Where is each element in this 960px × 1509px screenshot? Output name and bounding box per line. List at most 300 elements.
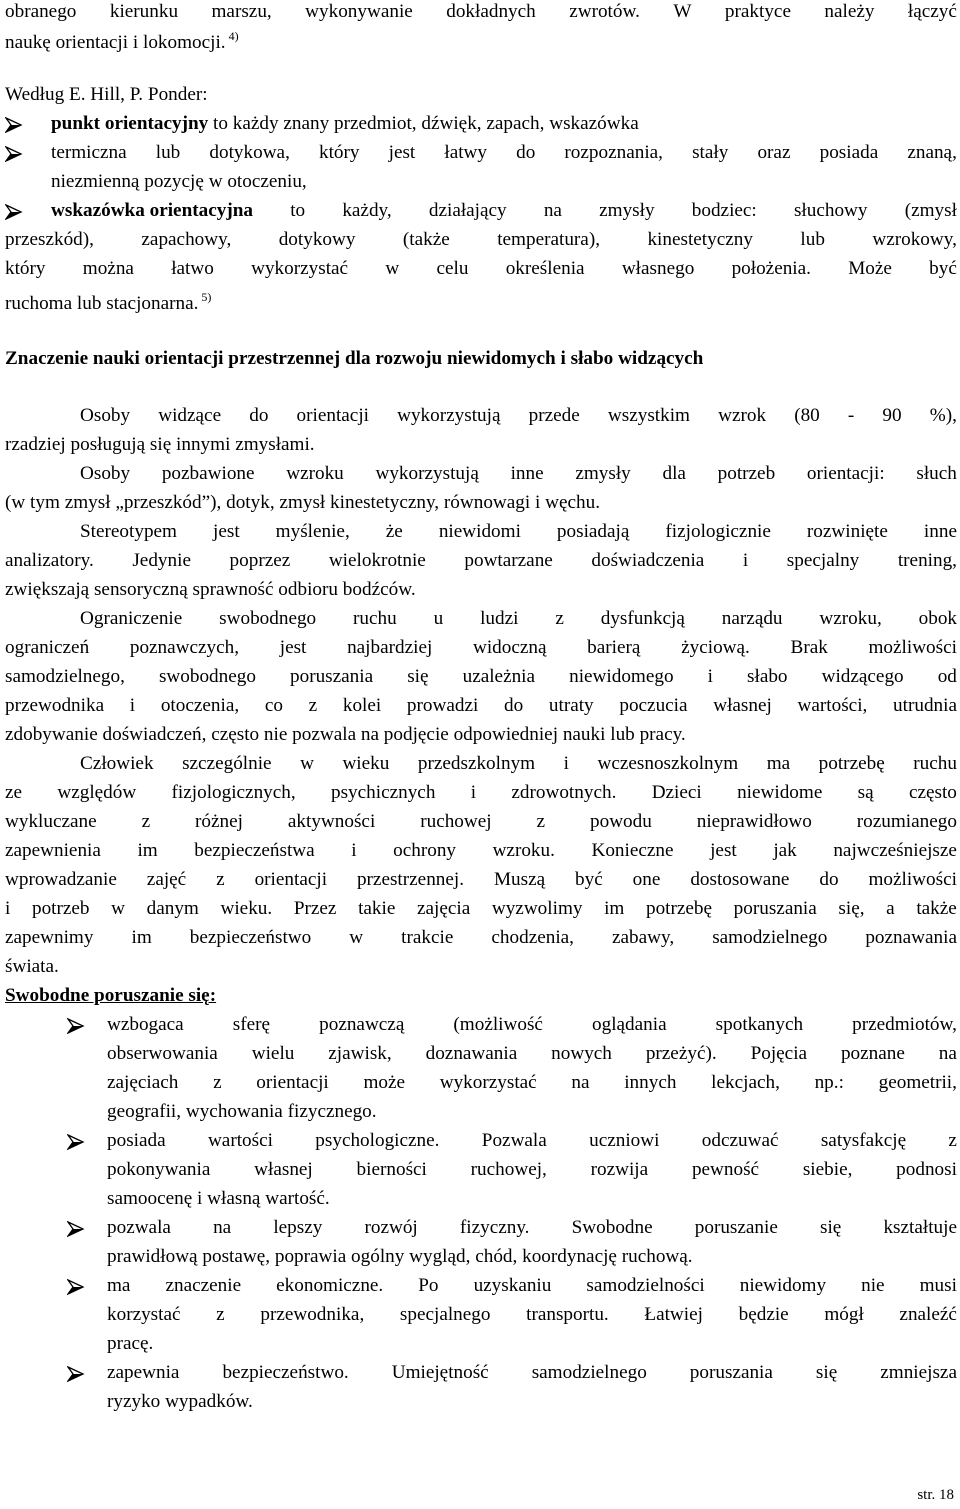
word: znaczenie xyxy=(165,1275,242,1296)
p5-line-6 xyxy=(5,894,957,923)
word: powodu xyxy=(590,811,652,832)
word: słuch xyxy=(916,463,957,484)
word: zwrotów. xyxy=(569,1,640,22)
word: ruchowej, xyxy=(470,1159,547,1180)
arrowhead-bullet-icon xyxy=(67,1366,85,1382)
word: wykluczane xyxy=(5,811,97,832)
word: widzącego xyxy=(821,666,904,687)
word: im xyxy=(137,840,158,861)
free-item-5-line-2: ryzyko wypadków. xyxy=(107,1391,253,1412)
word: barierą xyxy=(587,637,641,658)
word: Przez xyxy=(293,898,337,919)
p5-line-1 xyxy=(80,749,957,778)
word: jest xyxy=(279,637,307,658)
word: wzroku, xyxy=(819,608,882,629)
word: i xyxy=(707,666,713,687)
hill-bullet-2-line-2: niezmienną pozycję w otoczeniu, xyxy=(51,171,307,192)
word: słabo xyxy=(747,666,788,687)
word: w xyxy=(349,927,364,948)
p5-line-5 xyxy=(5,865,957,894)
word: dostosowane xyxy=(690,869,790,890)
word: ma xyxy=(766,753,791,774)
p5-line-3 xyxy=(5,807,957,836)
word: rozwija xyxy=(590,1159,649,1180)
p4-line-5: zdobywanie doświadczeń, często nie pozwala na podjęcie odpowiedniej nauki lub pracy. xyxy=(5,724,686,745)
page-number: str. 18 xyxy=(917,1487,954,1503)
word: wzroku xyxy=(286,463,344,484)
word: Muszą xyxy=(493,869,546,890)
word: zjawisk, xyxy=(328,1043,392,1064)
word: z xyxy=(948,1130,957,1151)
word: poczucia xyxy=(619,695,688,716)
word: zmysły xyxy=(599,200,655,221)
word: jak xyxy=(773,840,797,861)
word: temperatura), xyxy=(497,229,601,250)
word: poznane xyxy=(840,1043,905,1064)
word: Ograniczenie xyxy=(80,608,183,629)
word: podnosi xyxy=(896,1159,957,1180)
word: (możliwość xyxy=(453,1014,543,1035)
arrowhead-bullet-icon xyxy=(67,1134,85,1150)
word: być xyxy=(929,258,957,279)
word: z xyxy=(216,869,225,890)
word: poznawania xyxy=(865,927,957,948)
word: wszystkim xyxy=(607,405,690,426)
word: potrzeb xyxy=(717,463,776,484)
word: uczniowi xyxy=(589,1130,660,1151)
word: określenia xyxy=(505,258,585,279)
word: innych xyxy=(624,1072,677,1093)
word: są xyxy=(857,782,874,803)
word: celu xyxy=(436,258,469,279)
word: zapewnia xyxy=(107,1362,180,1383)
word: poprzez xyxy=(229,550,291,571)
word: i xyxy=(563,753,569,774)
word: łatwy xyxy=(444,142,488,163)
word: wzrok xyxy=(718,405,767,426)
word: nowych xyxy=(551,1043,612,1064)
word: kinestetyczny xyxy=(647,229,753,250)
word: wzbogaca xyxy=(107,1014,184,1035)
word: zajęcia xyxy=(416,898,471,919)
free-item-1-line-4: geografii, wychowania fizycznego. xyxy=(107,1101,377,1122)
word: kształtuje xyxy=(883,1217,957,1238)
arrowhead-bullet-icon xyxy=(67,1018,85,1034)
word: odczuwać xyxy=(701,1130,779,1151)
word: uzależnia xyxy=(462,666,536,687)
word: geometrii, xyxy=(878,1072,957,1093)
word: np.: xyxy=(814,1072,844,1093)
word: obok xyxy=(918,608,957,629)
word: specjalnego xyxy=(399,1304,491,1325)
word: narządu xyxy=(721,608,783,629)
word: wzroku. xyxy=(492,840,555,861)
word: obranego xyxy=(5,1,77,22)
word: każdy, xyxy=(342,200,392,221)
word: się xyxy=(815,1362,838,1383)
word: od xyxy=(937,666,957,687)
arrowhead-bullet-icon xyxy=(67,1221,85,1237)
term-wskazowka-orientacyjna: wskazówka orientacyjna xyxy=(51,200,253,221)
word: oglądania xyxy=(592,1014,667,1035)
word: to xyxy=(290,200,306,221)
word: wielokrotnie xyxy=(328,550,426,571)
word: położenia. xyxy=(731,258,811,279)
word: Jedynie xyxy=(132,550,191,571)
arrowhead-bullet-icon xyxy=(67,1279,85,1295)
word: bezpieczeństwo. xyxy=(222,1362,349,1383)
word: zdrowotnych. xyxy=(511,782,617,803)
word: wieku. xyxy=(220,898,273,919)
word: chodzenia, xyxy=(491,927,574,948)
word: powtarzane xyxy=(464,550,553,571)
word: jest xyxy=(213,521,240,542)
word: ludzi xyxy=(480,608,519,629)
word: w xyxy=(111,898,125,919)
word: (zmysł xyxy=(904,200,957,221)
word: i xyxy=(470,782,477,803)
word: orientacji xyxy=(254,869,328,890)
word: na xyxy=(213,1217,232,1238)
word: rozpoznania, xyxy=(564,142,663,163)
word: można xyxy=(82,258,134,279)
word: Brak xyxy=(790,637,828,658)
p5-line-4 xyxy=(5,836,957,865)
word: na xyxy=(938,1043,957,1064)
free-item-1-line-1 xyxy=(107,1010,957,1039)
word: co xyxy=(264,695,283,716)
word: one xyxy=(632,869,661,890)
word: często xyxy=(908,782,957,803)
word: wartości xyxy=(207,1130,273,1151)
word: musi xyxy=(919,1275,957,1296)
word: obserwowania xyxy=(107,1043,218,1064)
word: dysfunkcją xyxy=(600,608,685,629)
word: możliwości xyxy=(868,637,957,658)
intro-text: naukę orientacji i lokomocji. xyxy=(5,32,226,53)
arrowhead-bullet-icon xyxy=(5,204,23,220)
word: będzie xyxy=(738,1304,789,1325)
word: praktyce xyxy=(724,1,791,22)
word: korzystać xyxy=(107,1304,181,1325)
word: dotykowy xyxy=(278,229,356,250)
word: Stereotypem xyxy=(80,521,177,542)
section-heading: Znaczenie nauki orientacji przestrzennej dla rozwoju niewidomych i słabo widzących xyxy=(5,348,704,369)
word: dokładnych xyxy=(446,1,536,22)
word: zajęciach xyxy=(107,1072,179,1093)
word: im xyxy=(604,898,625,919)
word: pewność xyxy=(691,1159,760,1180)
word: fizjologicznie xyxy=(665,521,771,542)
word: życiową. xyxy=(681,637,750,658)
word: się, xyxy=(838,898,865,919)
word: orientacji xyxy=(296,405,369,426)
word: rozumianego xyxy=(856,811,957,832)
p4-line-4 xyxy=(5,691,957,720)
word: prowadzi xyxy=(406,695,479,716)
word: swobodnego xyxy=(158,666,256,687)
word: do xyxy=(516,142,536,163)
word: lepszy xyxy=(273,1217,323,1238)
word: swobodnego xyxy=(219,608,317,629)
free-item-1-line-2 xyxy=(107,1039,957,1068)
word: ze xyxy=(5,782,23,803)
word: Człowiek xyxy=(80,753,154,774)
bullet-text: ruchoma lub stacjonarna. xyxy=(5,293,199,314)
word: W xyxy=(673,1,692,22)
word: fizyczny. xyxy=(459,1217,530,1238)
word: danym xyxy=(146,898,199,919)
hill-bullet-3-line-1 xyxy=(51,196,957,225)
word: się xyxy=(407,666,429,687)
word: pozbawione xyxy=(161,463,255,484)
word: myślenie, xyxy=(275,521,350,542)
word: psychologiczne. xyxy=(315,1130,440,1151)
word: takie xyxy=(358,898,396,919)
word: Pozwala xyxy=(481,1130,547,1151)
word: uzyskaniu xyxy=(473,1275,552,1296)
word: Łatwiej xyxy=(644,1304,703,1325)
free-item-5-line-1 xyxy=(107,1358,957,1387)
word: poznawczych, xyxy=(129,637,240,658)
word: zabawy, xyxy=(612,927,675,948)
word: który xyxy=(318,142,360,163)
word: względów xyxy=(57,782,137,803)
word: z xyxy=(213,1072,222,1093)
free-item-2-line-3: samoocenę i własną wartość. xyxy=(107,1188,330,1209)
hill-title: Według E. Hill, P. Ponder: xyxy=(5,84,208,105)
word: samodzielności xyxy=(586,1275,705,1296)
free-item-4-line-3: pracę. xyxy=(107,1333,154,1354)
word: poznawczą xyxy=(319,1014,405,1035)
word: utrudnia xyxy=(893,695,957,716)
word: siebie, xyxy=(802,1159,853,1180)
word: bezpieczeństwo xyxy=(189,927,312,948)
word: jest xyxy=(710,840,737,861)
word: wartości, xyxy=(797,695,868,716)
word: wykorzystują xyxy=(397,405,501,426)
word: wykorzystać xyxy=(251,258,349,279)
word: posiada xyxy=(107,1130,166,1151)
word: z xyxy=(141,811,151,832)
p5-line-7 xyxy=(5,923,957,952)
free-item-3-line-2: prawidłową postawę, poprawia ogólny wygląd, chód, koordynację ruchową. xyxy=(107,1246,693,1267)
word: rozwój xyxy=(364,1217,418,1238)
word: najwcześniejsze xyxy=(833,840,957,861)
p3-line-3: zwiększają sensoryczną sprawność odbioru bodźców. xyxy=(5,579,416,600)
word: Osoby xyxy=(80,463,131,484)
word: termiczna xyxy=(51,142,127,163)
word: mógł xyxy=(824,1304,864,1325)
word: poruszania xyxy=(689,1362,773,1383)
word: (80 xyxy=(794,405,820,426)
word: Swobodne xyxy=(571,1217,653,1238)
word: wprowadzanie xyxy=(5,869,117,890)
word: trakcie xyxy=(401,927,454,948)
word: utraty xyxy=(548,695,594,716)
word: zmysły xyxy=(575,463,631,484)
word: transportu. xyxy=(526,1304,609,1325)
p1-line-2: rzadziej posługują się innymi zmysłami. xyxy=(5,434,315,455)
word: nie xyxy=(861,1275,885,1296)
word: przedszkolnym xyxy=(417,753,536,774)
word: z xyxy=(555,608,564,629)
word: doznawania xyxy=(425,1043,518,1064)
word: Pojęcia xyxy=(750,1043,808,1064)
word: fizjologicznych, xyxy=(171,782,296,803)
word: i xyxy=(5,898,11,919)
word: potrzebę xyxy=(818,753,885,774)
word: 90 xyxy=(882,405,902,426)
hill-bullet-2-line-1 xyxy=(51,138,957,167)
p5-line-8: świata. xyxy=(5,956,59,977)
word: niewidomego xyxy=(569,666,674,687)
word: przeżyć). xyxy=(645,1043,717,1064)
word: otoczenia, xyxy=(160,695,240,716)
word: z xyxy=(308,695,318,716)
hill-bullet-1 xyxy=(51,109,639,138)
word: wykorzystać xyxy=(439,1072,537,1093)
free-movement-heading: Swobodne poruszanie się: xyxy=(5,985,217,1006)
word: potrzebę xyxy=(645,898,713,919)
word: wielu xyxy=(251,1043,295,1064)
word: widzące xyxy=(158,405,222,426)
word: na xyxy=(543,200,562,221)
word: zapewnienia xyxy=(5,840,101,861)
word: psychicznych xyxy=(330,782,436,803)
word: Konieczne xyxy=(591,840,674,861)
p2-line-1 xyxy=(80,459,957,488)
p3-line-2 xyxy=(5,546,957,575)
word: u xyxy=(433,608,444,629)
word: lekcjach, xyxy=(711,1072,780,1093)
hill-bullet-3-line-2 xyxy=(5,225,957,254)
word: i xyxy=(351,840,357,861)
word: jest xyxy=(388,142,416,163)
word: i xyxy=(129,695,136,716)
word: wzrokowy, xyxy=(872,229,957,250)
word: niewidome xyxy=(737,782,823,803)
word: własnej xyxy=(254,1159,313,1180)
free-item-2-line-1 xyxy=(107,1126,957,1155)
word: samodzielnego, xyxy=(5,666,125,687)
word: bodziec: xyxy=(691,200,757,221)
word: różnej xyxy=(195,811,243,832)
word: orientacji: xyxy=(806,463,885,484)
footnote-ref: 4) xyxy=(228,29,239,43)
bullet-text: to każdy znany przedmiot, dźwięk, zapach, wskazówka xyxy=(213,113,639,134)
word: do xyxy=(249,405,269,426)
word: aktywności xyxy=(287,811,376,832)
word: przeszkód), xyxy=(5,229,94,250)
word: wyzwolimy xyxy=(491,898,583,919)
word: pozwala xyxy=(107,1217,171,1238)
word: ruchu xyxy=(353,608,397,629)
word: także xyxy=(916,898,957,919)
word: lub xyxy=(155,142,181,163)
word: zajęć xyxy=(146,869,187,890)
word: bezpieczeństwa xyxy=(194,840,315,861)
word: sferę xyxy=(232,1014,271,1035)
word: działający xyxy=(428,200,507,221)
free-item-4-line-1 xyxy=(107,1271,957,1300)
word: trening, xyxy=(897,550,957,571)
intro-line-2 xyxy=(5,22,239,57)
word: kolei xyxy=(342,695,382,716)
word: posiadają xyxy=(556,521,630,542)
word: może xyxy=(363,1072,406,1093)
word: przewodnika xyxy=(5,695,105,716)
p3-line-1 xyxy=(80,517,957,546)
word: własnego xyxy=(621,258,695,279)
word: bierności xyxy=(356,1159,427,1180)
word: posiada xyxy=(819,142,879,163)
word: wykorzystują xyxy=(375,463,479,484)
word: kierunku xyxy=(109,1,179,22)
word: i xyxy=(742,550,749,571)
word: Osoby xyxy=(80,405,131,426)
word: w xyxy=(300,753,314,774)
word: ruchu xyxy=(913,753,957,774)
word: ograniczeń xyxy=(5,637,90,658)
word: wykonywanie xyxy=(305,1,413,22)
word: orientacji xyxy=(256,1072,329,1093)
word: wieku xyxy=(342,753,390,774)
word: łączyć xyxy=(907,1,957,22)
word: stały xyxy=(692,142,729,163)
word: - xyxy=(847,405,855,426)
word: inne xyxy=(510,463,544,484)
word: Może xyxy=(848,258,892,279)
word: inne xyxy=(923,521,957,542)
word: najbardziej xyxy=(347,637,433,658)
free-item-2-line-2 xyxy=(107,1155,957,1184)
term-punkt-orientacyjny: punkt orientacyjny xyxy=(51,113,209,134)
word: im xyxy=(131,927,152,948)
word: być xyxy=(575,869,603,890)
p1-line-1 xyxy=(80,401,957,430)
word: zapachowy, xyxy=(141,229,232,250)
p4-line-2 xyxy=(5,633,957,662)
word: Umiejętność xyxy=(391,1362,489,1383)
hill-bullet-3-line-4 xyxy=(5,283,211,318)
word: należy xyxy=(824,1,875,22)
word: samodzielnego xyxy=(712,927,828,948)
word: poruszania xyxy=(290,666,374,687)
word: znaną, xyxy=(907,142,957,163)
p4-line-3 xyxy=(5,662,957,691)
word: do xyxy=(504,695,524,716)
word: dla xyxy=(662,463,686,484)
word: pokonywania xyxy=(107,1159,211,1180)
word: poruszanie xyxy=(694,1217,778,1238)
word: się xyxy=(820,1217,842,1238)
footnote-ref: 5) xyxy=(201,290,212,304)
word: w xyxy=(385,258,400,279)
free-item-4-line-2 xyxy=(107,1300,957,1329)
word: ma xyxy=(107,1275,131,1296)
word: który xyxy=(5,258,46,279)
word: ruchowej xyxy=(420,811,492,832)
word: zapewnimy xyxy=(5,927,94,948)
arrowhead-bullet-icon xyxy=(5,117,23,133)
word: zmniejsza xyxy=(880,1362,957,1383)
free-item-3-line-1 xyxy=(107,1213,957,1242)
word: analizatory. xyxy=(5,550,94,571)
p4-line-1 xyxy=(80,604,957,633)
word: rozwinięte xyxy=(806,521,888,542)
word: niewidomi xyxy=(438,521,521,542)
